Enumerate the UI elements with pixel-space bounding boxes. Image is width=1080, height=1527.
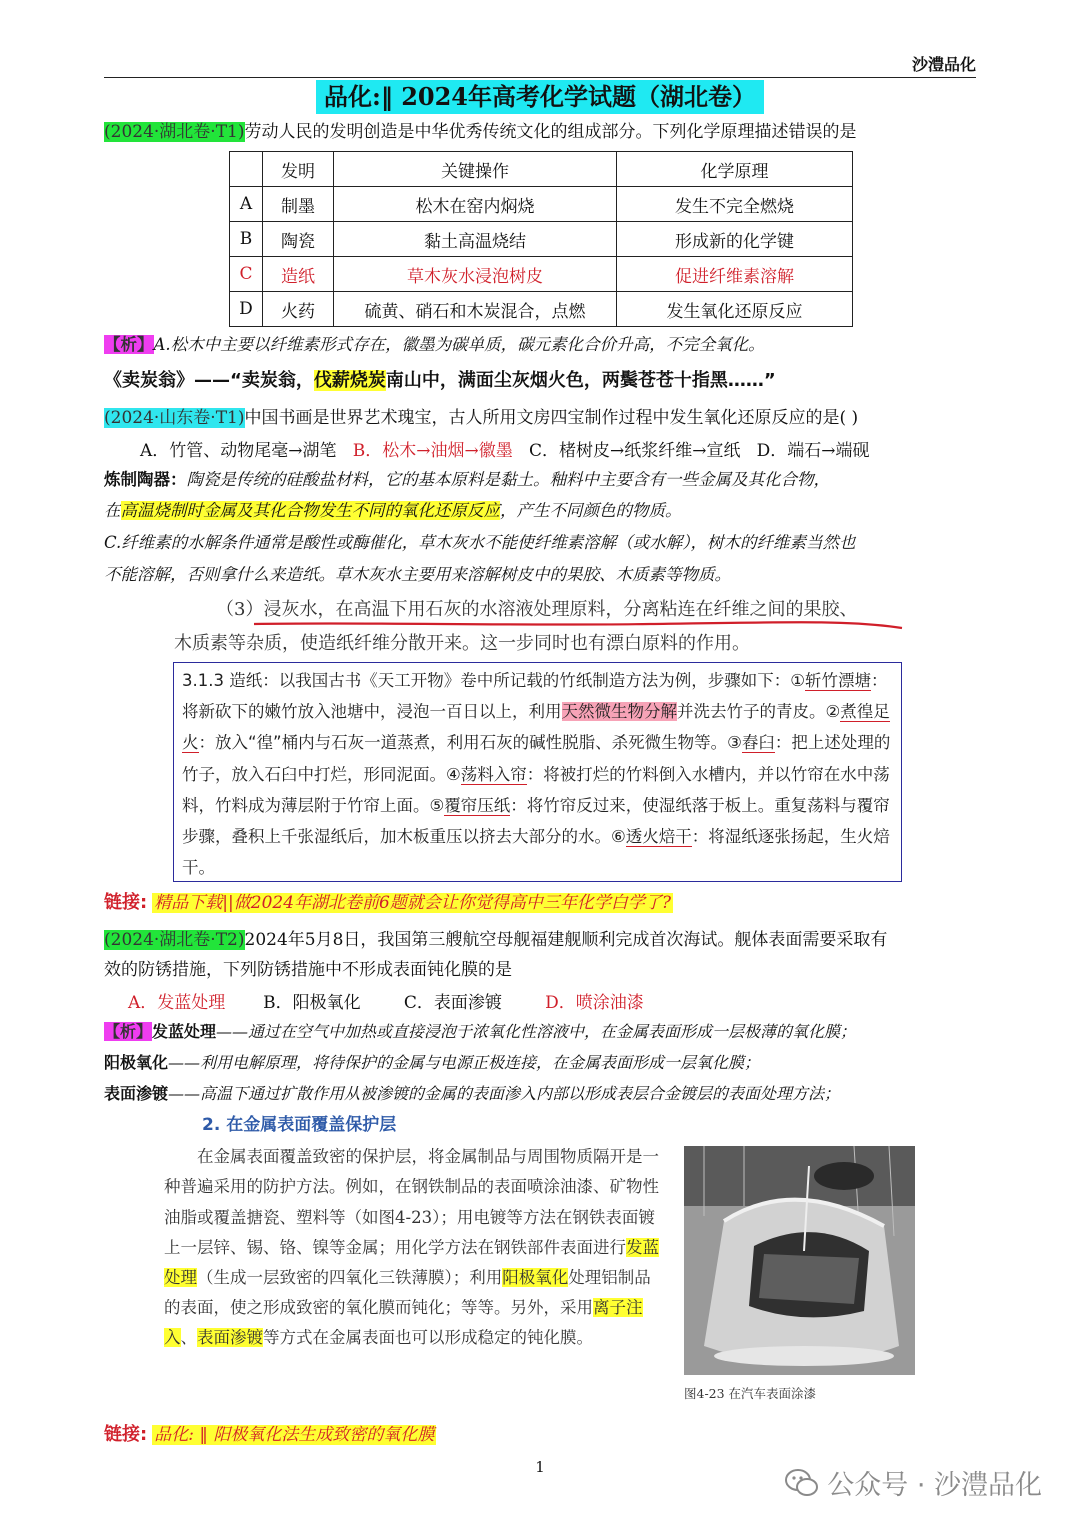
- analysis-text: A.松木中主要以纤维素形式存在，徽墨为碳单质，碳元素化合价升高，不完全氧化。: [153, 335, 765, 354]
- q1-stem: 劳动人民的发明创造是中华优秀传统文化的组成部分。下列化学原理描述错误的是: [244, 122, 857, 142]
- link-label: 链接:: [104, 892, 148, 913]
- page-title: [0, 80, 1080, 114]
- red-underline-mark: [250, 612, 910, 636]
- table-cell: 火药: [263, 292, 334, 327]
- table-header-cell: 发明: [263, 152, 334, 187]
- link-1[interactable]: 精品下载||做2024年湖北卷前6题就会让你觉得高中三年化学白学了?: [154, 893, 671, 913]
- quote-part: 《卖炭翁》——“卖炭翁，: [104, 370, 314, 391]
- table-cell: 促进纤维素溶解: [617, 257, 853, 292]
- box-span: ：放入“徨”桶内与石灰一道蒸煮，利用石灰的碱性脱脂、杀死微生物等。③: [198, 733, 742, 753]
- book2-span: 、: [180, 1328, 197, 1348]
- analysis-tag: 【析】: [104, 335, 154, 354]
- option-d: D．喷涂油漆: [545, 993, 644, 1013]
- q2-analysis-3: [104, 1080, 976, 1108]
- quote-highlight: 伐薪烧炭: [313, 370, 386, 391]
- sd-stem-line: [104, 404, 976, 432]
- step-1: 斩竹漂塘: [805, 671, 872, 690]
- quote-part: 南山中，满面尘灰烟火色，两鬓苍苍十指黑……”: [385, 370, 776, 391]
- book2-span: 等方式在金属表面也可以形成稳定的钝化膜。: [263, 1328, 593, 1348]
- header-rule: [104, 77, 976, 78]
- table-cell: 形成新的化学键: [617, 222, 853, 257]
- box-span: ：把上述处理的竹子，放入石臼中打烂，形同泥面。④: [182, 733, 891, 784]
- table-header-cell: 化学原理: [617, 152, 853, 187]
- box-span: 3.1.3 造纸：以我国古书《天工开物》卷中所记载的竹纸制造方法为例，步骤如下：①: [182, 671, 806, 690]
- header-brand: 沙澧品化: [911, 55, 976, 74]
- link-row-2: [104, 1420, 436, 1446]
- link-label: 链接:: [104, 1424, 148, 1445]
- table-cell: 造纸: [263, 257, 334, 292]
- analysis-text: ——通过在空气中加热或直接浸泡于浓氧化性溶液中，在金属表面形成一层极薄的氧化膜；: [216, 1022, 857, 1041]
- sd-tag: (2024·山东卷·T1): [104, 408, 245, 428]
- step-5: 覆帘压纸: [444, 795, 511, 815]
- table-cell: 陶瓷: [263, 222, 334, 257]
- sd-options: [140, 436, 870, 461]
- taoci-text: 陶瓷是传统的硅酸盐材料，它的基本原料是黏土。釉料中主要含有一些金属及其化合物，: [186, 470, 830, 489]
- book2-highlight: 表面渗镀: [197, 1328, 263, 1348]
- c-note-line-1: C.纤维素的水解条件通常是酸性或酶催化，草木灰水不能使纤维素溶解（或水解），树木的纤维素当然也: [104, 533, 856, 552]
- book2-span: （生成一层致密的四氧化三铁薄膜）；利用: [197, 1268, 503, 1288]
- box-span: ：将竹帘反过来，使湿纸落于板上。重复荡料与覆帘步骤，叠积上千张湿纸后，加木板重压以挤去大部分的水。⑥: [182, 795, 890, 847]
- taoci-line-1: [104, 466, 976, 494]
- option-c: C．楮树皮→纸浆纤维→宣纸: [528, 441, 741, 461]
- table-row-answer: [230, 257, 853, 292]
- table-header-cell: [230, 152, 263, 187]
- table-cell: 发生氧化还原反应: [617, 292, 853, 327]
- q2-line-1: [104, 926, 976, 954]
- table-cell: C: [230, 257, 263, 292]
- book-excerpt-2: [164, 1110, 660, 1354]
- page-title-text: 品化:‖ 2024年高考化学试题（湖北卷）: [316, 80, 764, 114]
- box-span: ：将被打烂的竹料倒入水槽内，并以竹帘在水中荡料，竹料成为薄层附于竹帘上面。⑤: [182, 764, 890, 815]
- table-cell: 松木在窑内焖烧: [334, 187, 617, 222]
- box-highlight: 天然微生物分解: [561, 702, 677, 722]
- table-header-cell: 关键操作: [334, 152, 617, 187]
- papermaking-box: [173, 662, 902, 882]
- table-row: [230, 187, 853, 222]
- term: 表面渗镀: [104, 1084, 169, 1103]
- option-c: C．表面渗镀: [403, 993, 502, 1013]
- step-6: 透火焙干: [625, 827, 692, 847]
- link-2[interactable]: 品化: ‖ 阳极氧化法生成致密的氧化膜: [154, 1425, 435, 1445]
- book2-span: 在金属表面覆盖致密的保护层，将金属制品与周围物质隔开是一种普遍采用的防护方法。例如，在钢铁制品的表面喷涂油漆、矿物性油脂或覆盖搪瓷、塑料等（如图4-23）；用电镀等方法在钢铁表面镀上一层锌、锡、铬、镍等金属；用化学方法在钢铁部件表面进行: [164, 1147, 659, 1257]
- wechat-icon: [785, 1468, 819, 1498]
- table-cell: 发生不完全燃烧: [617, 187, 853, 222]
- c-note-line-2: 不能溶解，否则拿什么来造纸。草木灰水主要用来溶解树皮中的果胶、木质素等物质。: [104, 565, 731, 584]
- book2-paragraph: [164, 1142, 660, 1353]
- option-d: D．端石→端砚: [756, 441, 870, 461]
- taoci-label: 炼制陶器：: [104, 470, 187, 489]
- taoci-line-2: [104, 497, 976, 525]
- q1-stem-line: [104, 118, 976, 146]
- box-span: ：将湿纸逐张扬起，生火焙干。: [182, 827, 890, 878]
- box-span: 并洗去竹子的青皮。②: [677, 702, 841, 722]
- q2-line-2: 效的防锈措施，下列防锈措施中不形成表面钝化膜的是: [104, 960, 512, 980]
- term: 发蓝处理: [152, 1022, 217, 1041]
- option-b: B．松木→油烟→徽墨: [352, 441, 513, 461]
- option-a: A．竹管、动物尾毫→湖笔: [140, 441, 337, 461]
- taoci-text: 在: [104, 501, 121, 520]
- analysis-text: ——高温下通过扩散作用从被渗镀的金属的表面渗入内部以形成表层合金镀层的表面处理方法；: [168, 1084, 841, 1103]
- book2-span: 处理铝制品的表面，使之形成致密的氧化膜而钝化；等等。另外，采用: [164, 1268, 651, 1318]
- option-a: A．发蓝处理: [128, 993, 226, 1013]
- table-cell: 硫黄、硝石和木炭混合，点燃: [334, 292, 617, 327]
- poem-quote: [104, 366, 776, 392]
- watermark-text: 公众号 · 沙澧品化: [827, 1470, 1042, 1501]
- watermark: [785, 1463, 1042, 1502]
- q1-table: [229, 151, 853, 327]
- q1-analysis: [104, 331, 976, 359]
- book2-highlight: 离子注入: [164, 1298, 643, 1348]
- table-cell: D: [230, 292, 263, 327]
- q2-stem: 2024年5月8日，我国第三艘航空母舰福建舰顺利完成首次海试。舰体表面需要采取有: [244, 930, 888, 950]
- analysis-tag: 【析】: [104, 1022, 153, 1041]
- table-header-row: [230, 152, 853, 187]
- table-cell: 草木灰水浸泡树皮: [334, 257, 617, 292]
- car-painting-photo: [684, 1146, 915, 1375]
- taoci-highlight: 高温烧制时金属及其化合物发生不同的氧化还原反应: [120, 501, 500, 520]
- option-b: B．阳极氧化: [263, 993, 361, 1013]
- table-cell: A: [230, 187, 263, 222]
- q1-tag: (2024·湖北卷·T1): [104, 122, 245, 142]
- term: 阳极氧化: [104, 1053, 169, 1072]
- q2-options: [128, 988, 644, 1013]
- book2-highlight: 阳极氧化: [502, 1268, 569, 1288]
- box-span: ：将新砍下的嫩竹放入池塘中，浸泡一百日以上，利用: [182, 671, 888, 722]
- taoci-text: ，产生不同颜色的物质。: [500, 501, 682, 520]
- step-2: 煮徨足火: [182, 702, 890, 753]
- page-number: 1: [535, 1458, 545, 1476]
- q2-analysis-2: [104, 1049, 976, 1077]
- analysis-text: ——利用电解原理，将待保护的金属与电源正极连接，在金属表面形成一层氧化膜；: [168, 1053, 761, 1072]
- table-row: [230, 222, 853, 257]
- sd-stem: 中国书画是世界艺术瑰宝，古人所用文房四宝制作过程中发生氧化还原反应的是( ): [244, 408, 859, 428]
- q2-analysis-1: [104, 1018, 976, 1046]
- table-row: [230, 292, 853, 327]
- table-cell: 制墨: [263, 187, 334, 222]
- photo-caption: 图4-23 在汽车表面涂漆: [684, 1386, 817, 1401]
- box-text: [182, 665, 893, 883]
- step-4: 荡料入帘: [460, 764, 527, 784]
- step-3: 舂臼: [741, 733, 775, 753]
- book2-heading: 2. 在金属表面覆盖保护层: [202, 1115, 397, 1135]
- link-row-1: [104, 888, 673, 914]
- table-cell: 黏土高温烧结: [334, 222, 617, 257]
- table-cell: B: [230, 222, 263, 257]
- q2-tag: (2024·湖北卷·T2): [104, 930, 245, 950]
- book1-line-2: 木质素等杂质，使造纸纤维分散开来。这一步同时也有漂白原料的作用。: [174, 633, 750, 654]
- book2-highlight: 发蓝处理: [164, 1237, 659, 1288]
- book1-line-1: （3）浸灰水，在高温下用石灰的水溶液处理原料，分离粘连在纤维之间的果胶、: [216, 599, 858, 620]
